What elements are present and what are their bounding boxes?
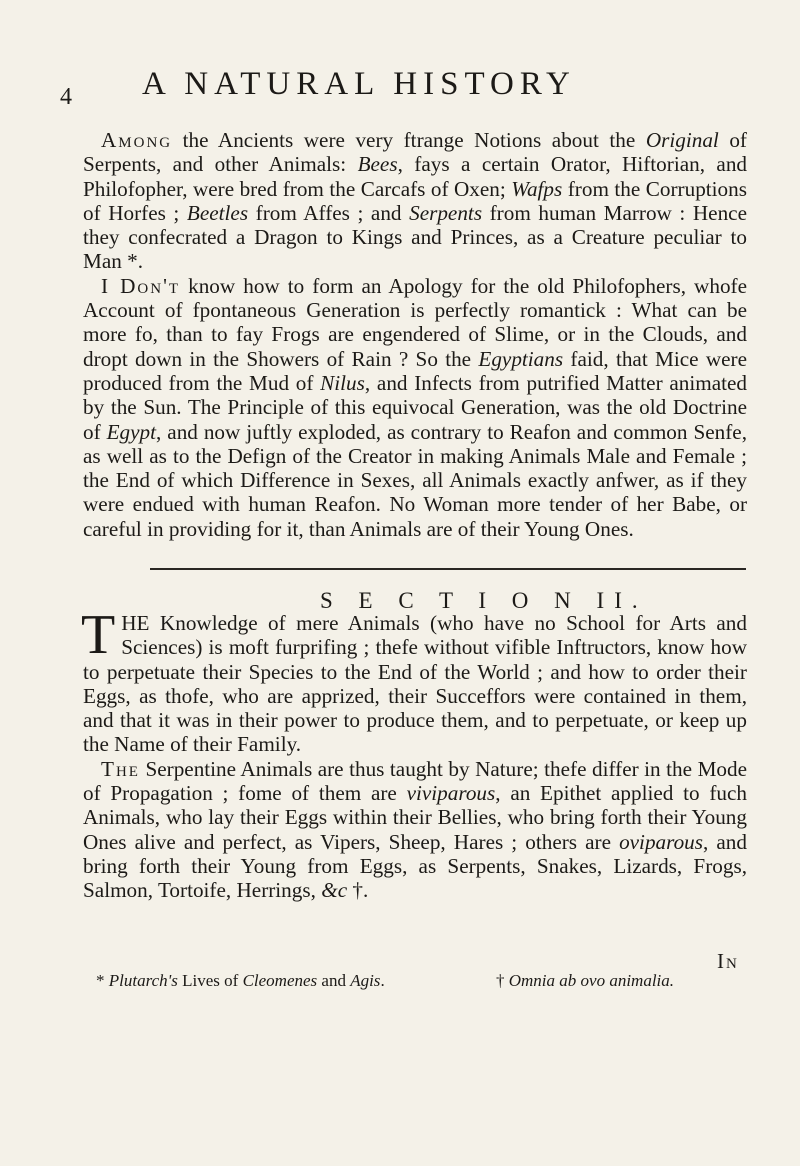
catchword: In [717,949,739,973]
section-divider [150,568,746,570]
page-number: 4 [60,84,72,110]
drop-cap: T [81,604,116,666]
footnote-2: † Omnia ab ovo animalia. [496,971,675,990]
text-block-lower [81,604,747,903]
text-block-upper [83,128,747,541]
paragraph-lead: Among [101,128,173,152]
footnotes [96,971,756,991]
section-heading: S E C T I O N II. [320,588,648,613]
paragraph-4: The Serpentine Animals are thus taught by Nature; thefe differ in the Mode of Propagation ; fome of them are viviparous, an Epithet applied to fuch Animals, who lay their Eggs within their Bellies, who bring forth their Young Ones alive and perfect, as Vipers, Sheep, Hares ; others are oviparous, and bring forth their Young from Eggs, as Serpents, Snakes, Lizards, Frogs, Salmon, Tortoife, Herrings, &c †. [83,756,747,903]
paragraph-lead: The [101,756,140,781]
paragraph-lead: I Don't [101,273,181,298]
running-head: A NATURAL HISTORY [142,66,576,102]
paragraph-3: THE Knowledge of mere Animals (who have no School for Arts and Sciences) is moft furprifing ; thefe without vifible Inftructors, know how to perpetuate their Species to the End of the World ; and how to order their Eggs, as thofe, who are apprized, their Succeffors were contained in them, and that it was in their power to produce them, and to perpetuate, or keep up the Name of their Family. [81,604,747,757]
paragraph-1: Among the Ancients were very ftrange Notions about the Original of Serpents, and other Animals: Bees, fays a certain Orator, Hiftorian, and Philofopher, were bred from the Carcafs of Oxen; Wafps from the Corruptions of Horfes ; Beetles from Affes ; and Serpents from human Marrow : Hence they confecrated a Dragon to Kings and Princes, as a Creature peculiar to Man *. [83,128,748,274]
footnote-1: * Plutarch's Lives of Cleomenes and Agis. [96,971,385,990]
paragraph-2: I Don't know how to form an Apology for the old Philofophers, whofe Account of fpontaneous Generation is perfectly romantick : What can be more fo, than to fay Frogs are engendered of Slime, or in the Clouds, and dropt down in the Showers of Rain ? So the Egyptians faid, that Mice were produced from the Mud of Nilus, and Infects from putrified Matter animated by the Sun. The Principle of this equivocal Generation, was the old Doctrine of Egypt, and now juftly exploded, as contrary to Reafon and common Senfe, as well as to the Defign of the Creator in making Animals Male and Female ; the End of which Difference in Sexes, all Animals exactly anfwer, as if they were endued with human Reafon. No Woman more tender of her Babe, or careful in providing for it, than Animals are of their Young Ones. [83,273,747,541]
